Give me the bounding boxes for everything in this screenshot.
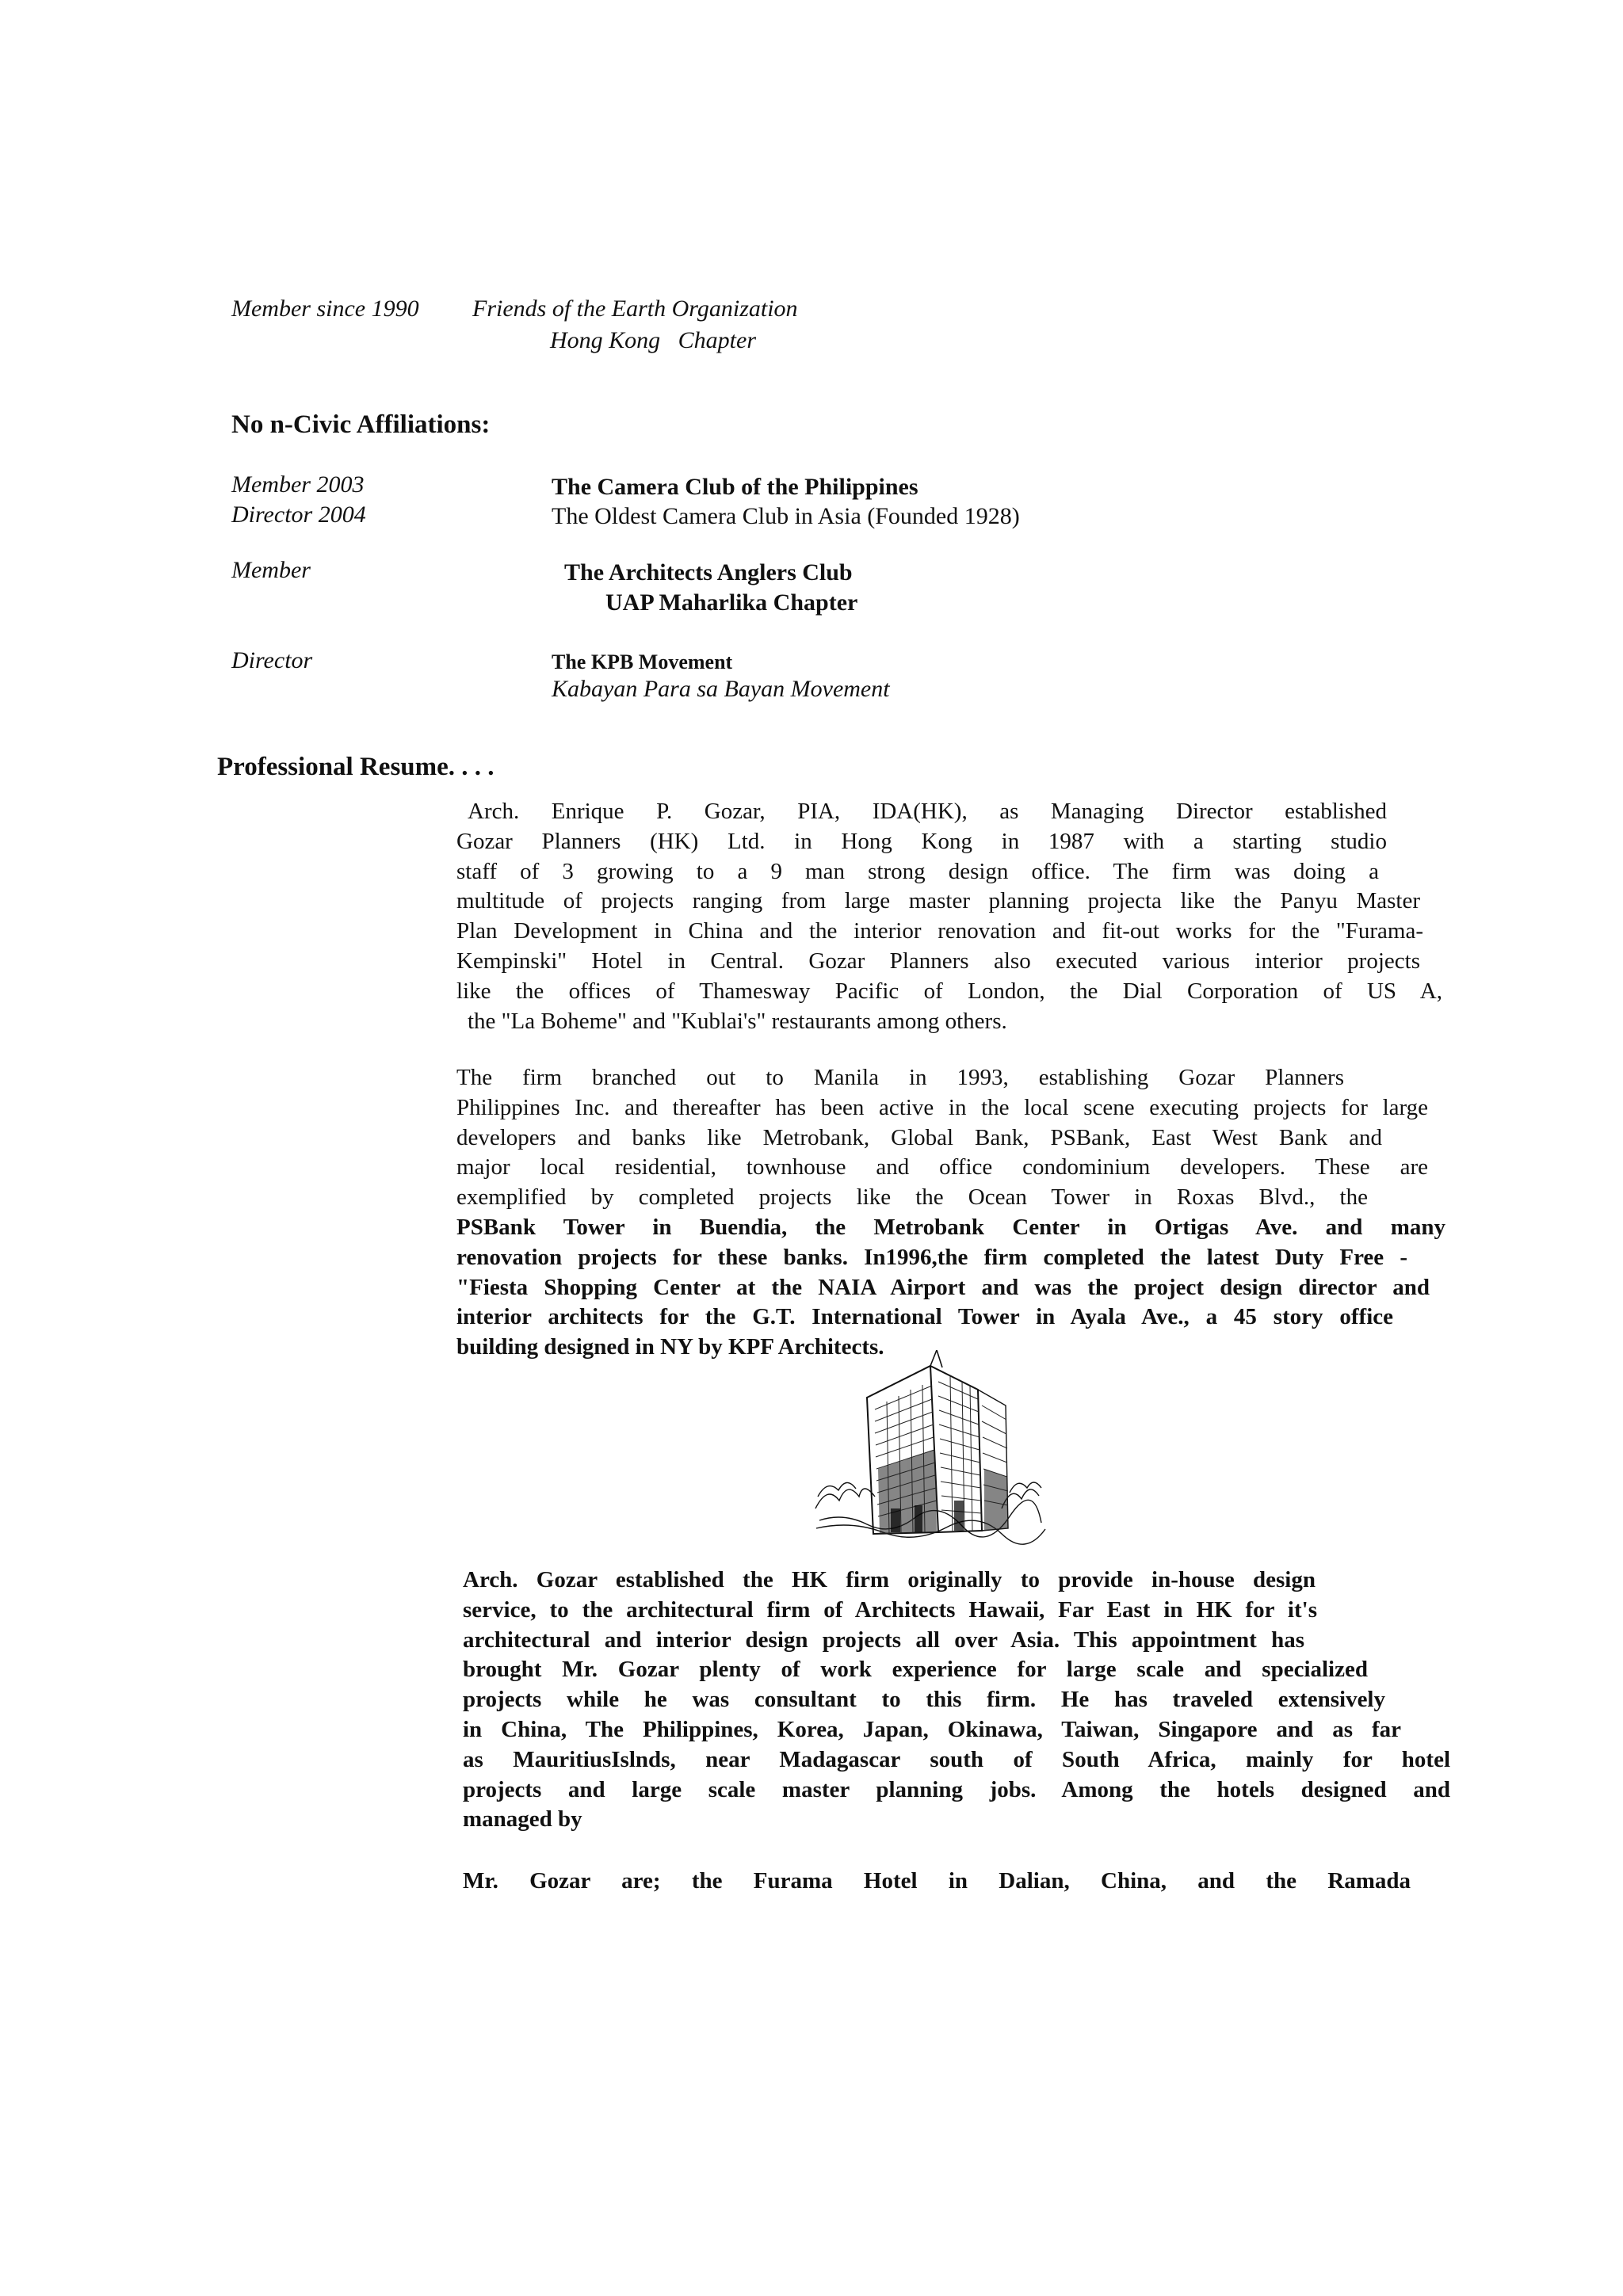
noncivic-org-name: The Camera Club of the Philippines [552, 474, 918, 500]
text-line: building designed in NY by KPF Architects. [456, 1334, 884, 1360]
text-line: managed by [463, 1806, 582, 1833]
civic-org-chapter: Hong Kong Chapter [550, 327, 757, 353]
text-line: as MauritiusIslnds, near Madagascar south of South Africa, mainly for hotel [463, 1746, 1450, 1772]
text-line: The firm branched out to Manila in 1993, establishing Gozar Planners [456, 1065, 1344, 1090]
resume-paragraph-4 [463, 1867, 1453, 1897]
text-line: PSBank Tower in Buendia, the Metrobank Center in Ortigas Ave. and many [456, 1215, 1445, 1240]
text-line: brought Mr. Gozar plenty of work experience for large scale and specialized [463, 1657, 1368, 1683]
noncivic-role: Director 2004 [231, 502, 366, 528]
text-line: Mr. Gozar are; the Furama Hotel in Dalian, China, and the Ramada [463, 1868, 1411, 1894]
noncivic-org-sub: UAP Maharlika Chapter [605, 589, 858, 616]
resume-paragraph-3 [463, 1566, 1453, 1835]
text-line: developers and banks like Metrobank, Global Bank, PSBank, East West Bank and [456, 1124, 1382, 1150]
text-line: major local residential, townhouse and office condominium developers. These are [456, 1154, 1428, 1180]
text-line: Arch. Enrique P. Gozar, PIA, IDA(HK), as Managing Director established [468, 799, 1387, 824]
noncivic-org-sub: The Oldest Camera Club in Asia (Founded 1928) [552, 503, 1020, 529]
text-line: "Fiesta Shopping Center at the NAIA Airport and was the project design director and [456, 1274, 1430, 1300]
noncivic-role: Member 2003 [231, 471, 365, 498]
text-line: renovation projects for these banks. In1996,the firm completed the latest Duty Free - [456, 1244, 1407, 1270]
building-sketch-image [812, 1350, 1049, 1548]
civic-org-name: Friends of the Earth Organization [472, 296, 798, 322]
noncivic-role: Director [231, 647, 313, 673]
resume-heading: Professional Resume. . . . [217, 753, 495, 781]
text-line: projects and large scale master planning jobs. Among the hotels designed and [463, 1776, 1450, 1802]
noncivic-heading: No n-Civic Affiliations: [231, 410, 491, 439]
noncivic-role: Member [231, 557, 311, 583]
resume-paragraph-2 [456, 1063, 1447, 1213]
noncivic-org-name: The Architects Anglers Club [564, 559, 853, 585]
text-line: Gozar Planners (HK) Ltd. in Hong Kong in 1987 with a starting studio [456, 828, 1387, 854]
text-line: the "La Boheme" and "Kublai's" restaurants among others. [468, 1008, 1007, 1034]
civic-member-label: Member since 1990 [231, 296, 419, 322]
text-line: multitude of projects ranging from large master planning projecta like the Panyu Master [456, 888, 1420, 914]
text-line: interior architects for the G.T. International Tower in Ayala Ave., a 45 story office [456, 1304, 1393, 1330]
text-line: architectural and interior design projects all over Asia. This appointment has [463, 1627, 1304, 1653]
text-line: in China, The Philippines, Korea, Japan, Okinawa, Taiwan, Singapore and as far [463, 1716, 1401, 1742]
text-line: exemplified by completed projects like the Ocean Tower in Roxas Blvd., the [456, 1184, 1368, 1211]
noncivic-org-sub: Kabayan Para sa Bayan Movement [552, 676, 890, 702]
text-line: like the offices of Thamesway Pacific of London, the Dial Corporation of US A, [456, 978, 1442, 1004]
text-line: Plan Development in China and the interior renovation and fit-out works for the "Furama- [456, 918, 1423, 944]
resume-paragraph-2-bold [456, 1213, 1447, 1363]
text-line: Philippines Inc. and thereafter has been active in the local scene executing projects for large [456, 1094, 1428, 1120]
text-line: service, to the architectural firm of Architects Hawaii, Far East in HK for it's [463, 1596, 1317, 1623]
text-line: Kempinski" Hotel in Central. Gozar Planners also executed various interior projects [456, 948, 1420, 974]
text-line: projects while he was consultant to this firm. He has traveled extensively [463, 1687, 1385, 1713]
text-line: staff of 3 growing to a 9 man strong design office. The firm was doing a [456, 858, 1379, 884]
noncivic-org-name: The KPB Movement [552, 650, 733, 673]
resume-paragraph-1 [456, 797, 1447, 1036]
text-line: Arch. Gozar established the HK firm originally to provide in-house design [463, 1567, 1316, 1592]
